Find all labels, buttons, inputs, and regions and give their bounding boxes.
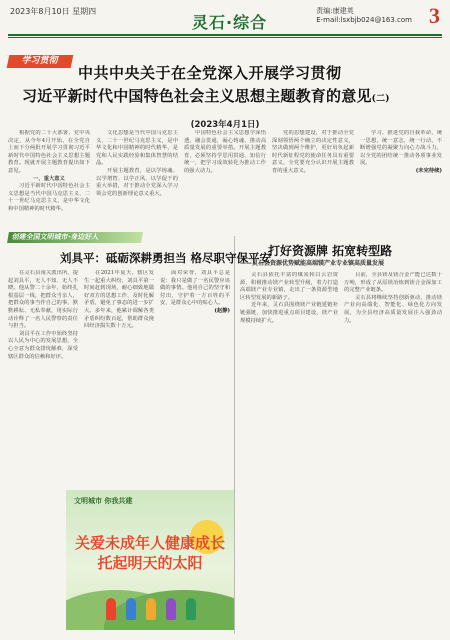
headline-part: (二) (371, 94, 390, 104)
column-divider (234, 236, 235, 634)
child-figure (186, 598, 196, 620)
headline-line2-text: 习近平新时代中国特色社会主义思想主题教育的意见 (22, 87, 372, 105)
main-col-4 (272, 130, 354, 228)
child-figure (146, 598, 156, 620)
story-col-1 (8, 270, 78, 484)
public-service-poster (66, 490, 234, 630)
paragraph: 刘具平在工作中始终坚持以人民为中心的发展思想，全心全意为群众排忧解难，深受辖区群众的信赖和好评。 (8, 330, 78, 360)
section-heading: 一、重大意义 (33, 175, 65, 182)
paragraph: 开展主题教育，是以学铸魂、以学增智、以学正风、以学促干的重大举措，对于推动全党深入学习领会党的创新理论意义重大。 (96, 167, 178, 197)
masthead: 灵石·综合 (192, 13, 268, 32)
right-col-1 (240, 272, 338, 632)
story-col-2 (84, 270, 154, 484)
header-rule-thin (8, 37, 442, 38)
page-number: 3 (429, 3, 440, 28)
paragraph: 习近平新时代中国特色社会主义思想是当代中国马克思主义、二十一世纪马克思主义，是中华文化和中国精神的时代精华。 (8, 183, 90, 212)
headline-line2 (22, 85, 390, 106)
paragraph: 在2021年夏天，辖区发生一起重大纠纷，刘具平第一时间赶到现场，耐心细致地做好双方的思想工作，及时化解矛盾，避免了事态的进一步扩大。多年来，他累计调解各类矛盾纠纷数百起，帮助群众挽回经济损失数十万元。 (84, 270, 154, 330)
poster-slogan-line2: 托起明天的太阳 (97, 554, 203, 572)
right-story-title: 打好资源牌 拓宽转型路 (268, 244, 393, 258)
paragraph: 灵石县将继续坚持创新驱动，推动镁产业向高端化、智能化、绿色化方向发展，为全县经济高质量发展注入强劲动力。 (344, 294, 442, 324)
story-col-3 (160, 270, 230, 484)
right-col-2 (344, 272, 442, 632)
to-be-continued: (未完待续) (415, 167, 442, 174)
byline: (赵静) (214, 307, 230, 314)
paragraph: 灵石县依托丰富的煤炭和白云岩资源，积极推动镁产业转型升级，着力打造高端镁产业专业镇，走出了一条资源型地区转型发展的新路子。 (240, 272, 338, 301)
poster-tag: 文明城市 你我共建 (74, 497, 133, 505)
headline-date: (2023年4月1日) (190, 120, 260, 130)
paragraph: 党的思想建设，对于推动全党深刻领悟两个确立的决定性意义，坚决做到两个维护，更好肩负起新时代新征程党的使命任务具有重要意义，全党要充分认识开展主题教育的重大意义。 (272, 130, 354, 174)
child-figure (126, 598, 136, 620)
editor-info (316, 7, 412, 25)
editor-name: 责编:康建英 (316, 7, 354, 15)
paragraph: 学习，推进党的自我革命，统一思想，统一意志，统一行动，不断增强党的凝聚力向心力战斗力，以全党的团结统一推动各项事业发展。 (360, 130, 442, 167)
child-figure (166, 598, 176, 620)
issue-date: 2023年8月10日 星期四 (10, 7, 97, 16)
poster-slogan-line1: 关爱未成年人健康成长 (74, 534, 225, 552)
editor-email: E-mail:lsxbjb024@163.com (316, 16, 412, 24)
main-col-1 (8, 130, 90, 228)
paragraph: 面对荣誉，刘具平总是说：我只是做了一名民警应该做的事情。他用自己的坚守和付出，守护着一方百姓的平安，是群众心中的贴心人。 (160, 270, 230, 307)
paragraph: 中国特色社会主义思想学深悟透、融会贯通，凝心铸魂、推动高质量发展的重要举措。开展主题教育，必须坚持学思用贯通、知信行统一，把学习成效转化为推动工作的强大动力。 (184, 130, 266, 174)
main-col-5 (360, 130, 442, 228)
headline-line1: 中共中央关于在全党深入开展学习贯彻 (78, 64, 342, 82)
paragraph: 文化思想是当代中国马克思主义、二十一世纪马克思主义，是中华文化和中国精神的时代精华，是党和人民实践经验和集体智慧的结晶。 (96, 130, 178, 167)
sub-section-band: 创建全国文明城市·身边好人 (7, 232, 143, 243)
paragraph: 近年来，灵石县围绕镁产业链延链补链强链，加快推进重点项目建设，镁产业规模持续扩大。 (240, 302, 338, 324)
header-rule (8, 34, 442, 36)
section-tag: 学习贯彻 (7, 55, 74, 68)
story-title: 刘具平：砥砺深耕勇担当 格尽职守保平安 (60, 251, 272, 265)
right-story-subtitle: ——灵石县资源优势赋能高端镁产业专业镇高质量发展 (240, 260, 385, 267)
child-figure (106, 598, 116, 620)
paragraph: 根据党的二十大部署，党中央决定，从今年4月开始，在全党自上而下分两批开展学习贯彻习近平新时代中国特色社会主义思想主题教育。现就开展主题教育提出如下意见。 (8, 130, 90, 174)
paragraph: 目前，全县镁及镁合金产能已达数十万吨，形成了从原镁冶炼到镁合金深加工的完整产业链条。 (344, 272, 442, 294)
main-col-3 (184, 130, 266, 228)
main-col-2 (96, 130, 178, 228)
paragraph: 在灵石县南关派出所，提起刘具平，无人不知、无人不晓。他从警二十余年，始终扎根基层一线，把群众当亲人，把群众的事当作自己的事，默默耕耘、无私奉献，用实际行动诠释了一名人民警察的责任与担当。 (8, 270, 78, 330)
